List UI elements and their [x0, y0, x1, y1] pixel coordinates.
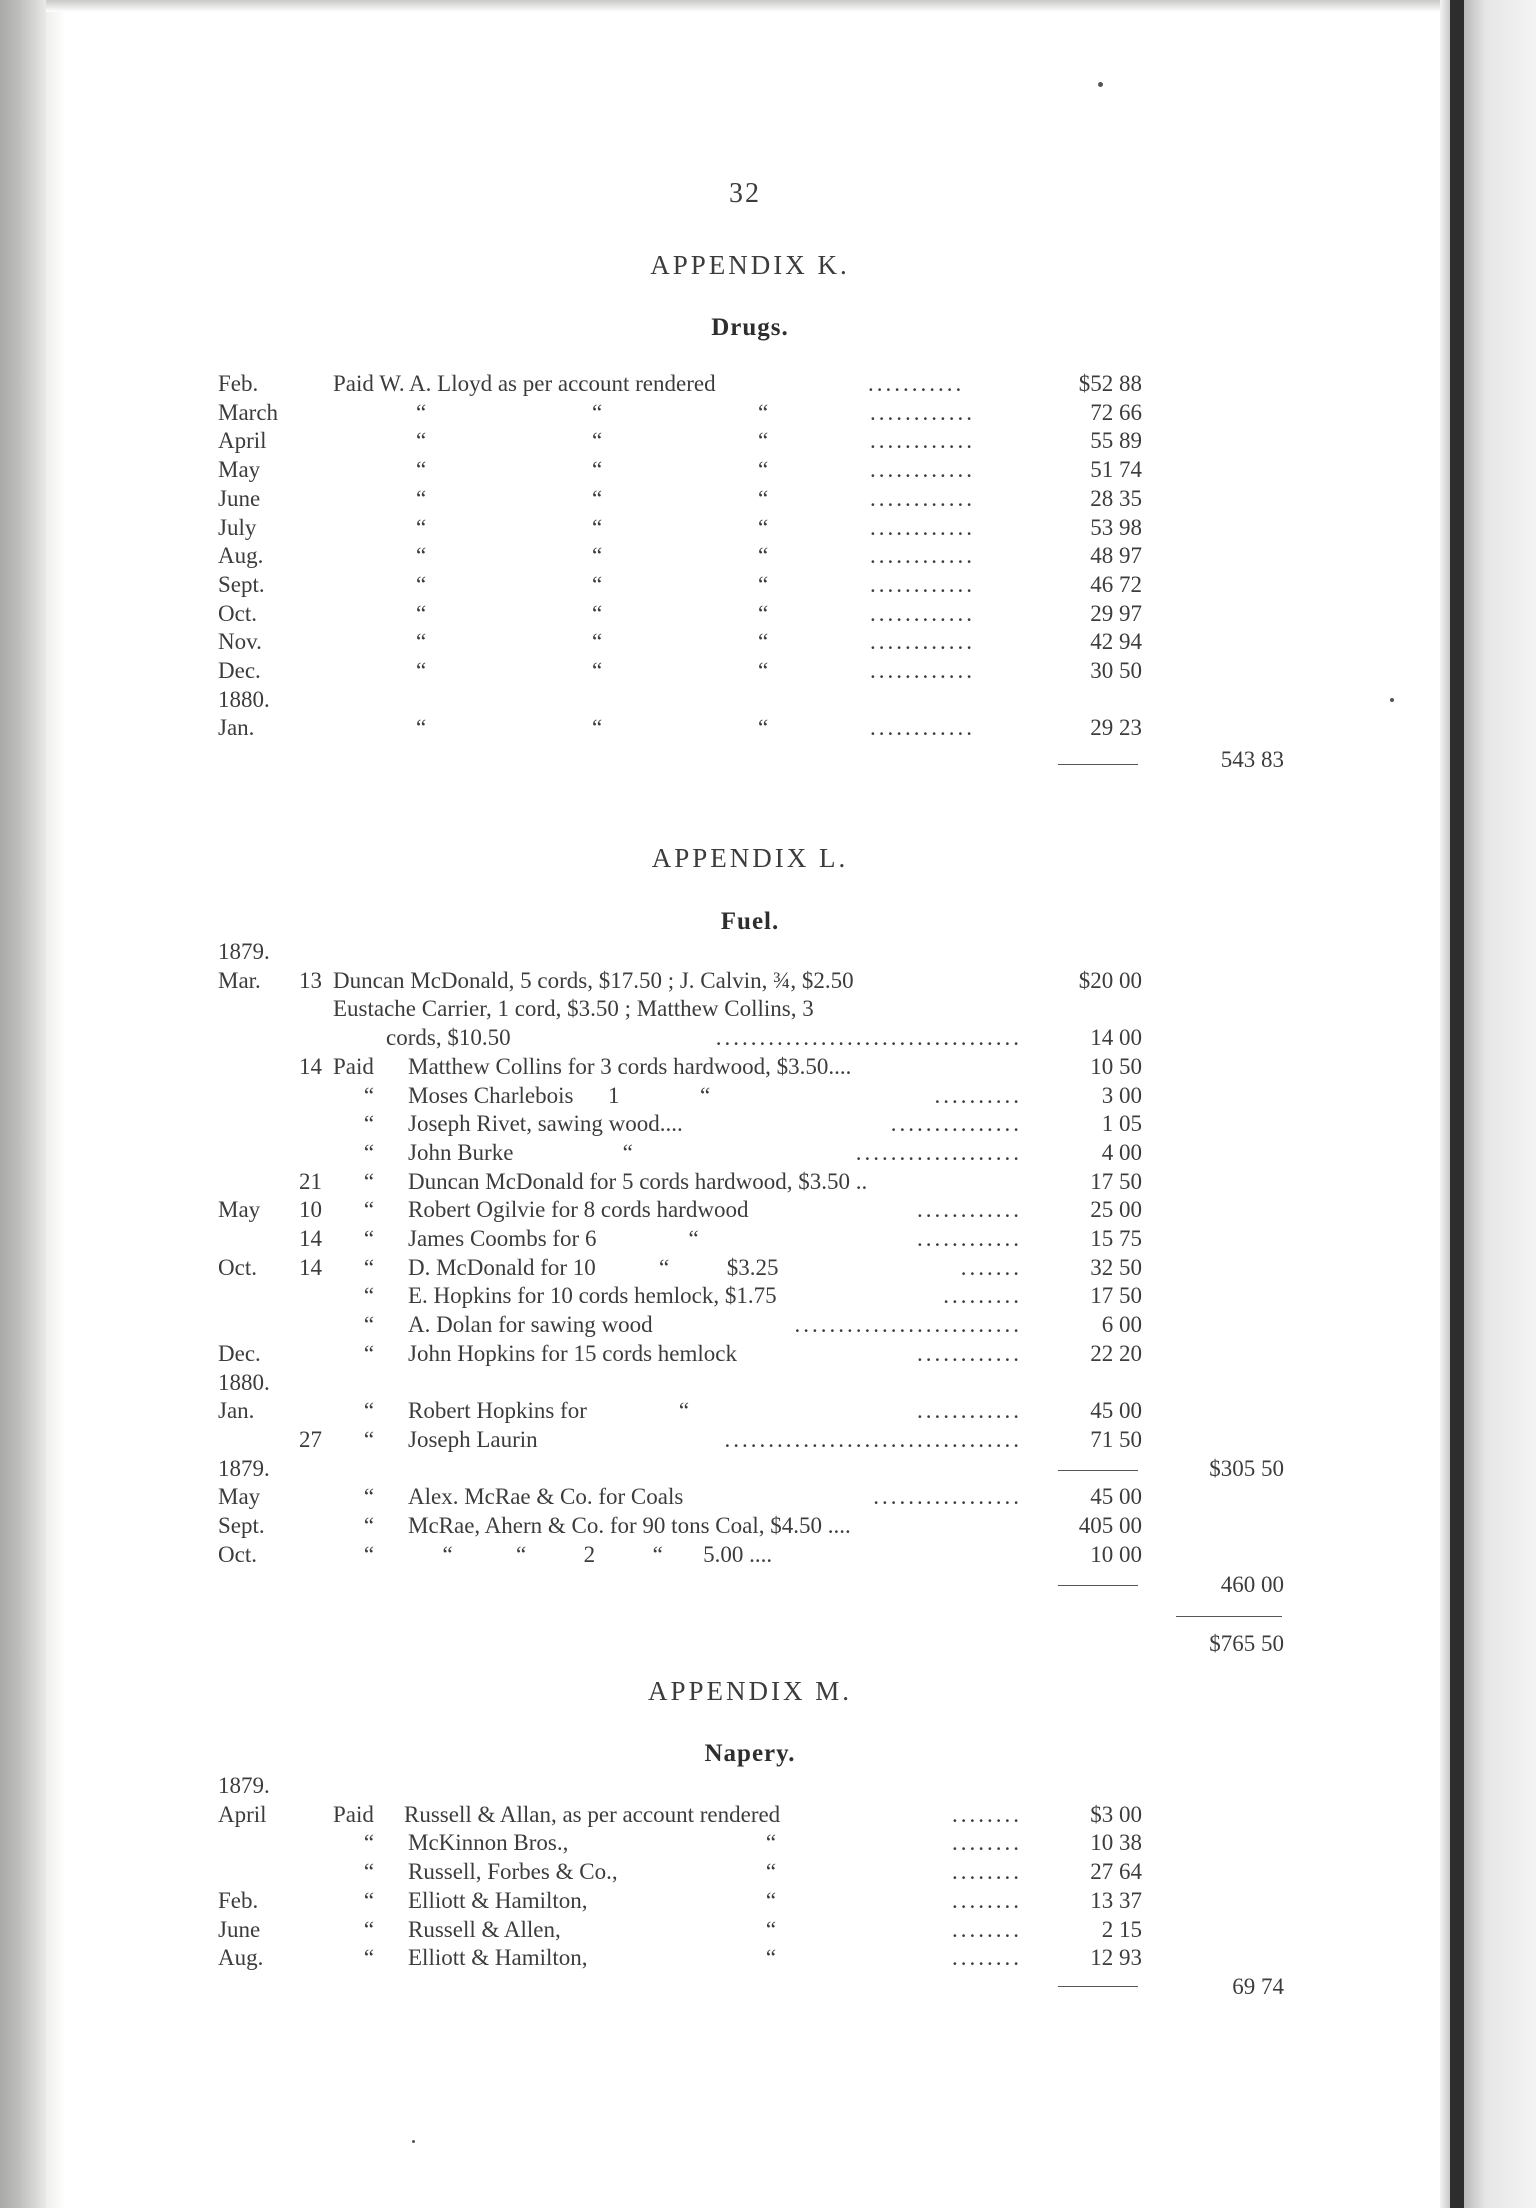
ditto-mark: “ — [363, 1168, 375, 1194]
ditto-mark: “ — [758, 600, 769, 626]
ditto-mark: “ — [416, 571, 427, 597]
entry-description: Elliott & Hamilton, — [408, 1887, 588, 1913]
entry-amount: 72 66 — [1090, 399, 1142, 425]
entry-description: A. Dolan for sawing wood — [408, 1312, 653, 1338]
ledger-row — [0, 1858, 1440, 1886]
ledger-row — [0, 427, 1440, 455]
entry-amount: 13 37 — [1090, 1887, 1142, 1913]
dot-leader: ............ — [917, 1398, 1022, 1424]
ledger-row — [0, 1483, 1440, 1511]
entry-amount: 10 50 — [1090, 1053, 1142, 1079]
entry-amount: 55 89 — [1090, 428, 1142, 454]
ditto-mark: “ — [592, 457, 603, 483]
appendix-k-title: APPENDIX K. — [650, 250, 850, 280]
entry-description: Russell & Allan, as per account rendered — [404, 1801, 781, 1827]
appendix-k-subtitle: Drugs. — [711, 314, 789, 341]
dot-leader: ........ — [952, 1801, 1022, 1827]
entry-month: May — [218, 457, 261, 483]
ledger-row — [0, 1082, 1440, 1110]
ditto-mark: “ — [592, 715, 603, 741]
ledger-row — [0, 456, 1440, 484]
fuel-first-total: $305 50 — [1209, 1455, 1284, 1481]
entry-description: John Burke “ — [408, 1139, 633, 1165]
right-page-gap — [1450, 0, 1464, 2208]
ledger-row — [0, 514, 1440, 542]
next-page-edge — [1464, 0, 1536, 2208]
dot-leader: ............ — [870, 485, 975, 511]
appendix-m-subtitle: Napery. — [704, 1740, 796, 1767]
entry-description: “ “ 2 “ 5.00 .... — [408, 1541, 773, 1567]
ledger-row — [0, 1024, 1440, 1052]
ditto-mark: “ — [758, 399, 769, 425]
ditto-mark: “ — [758, 457, 769, 483]
ditto-mark: “ — [363, 1340, 375, 1366]
entry-month: April — [218, 1801, 267, 1827]
ledger-row — [0, 1110, 1440, 1138]
drugs-total-row — [0, 746, 1440, 774]
ditto-mark: “ — [416, 428, 427, 454]
entry-month: 1880. — [218, 1369, 270, 1395]
ditto-mark: “ — [758, 543, 769, 569]
entry-amount: 17 50 — [1090, 1283, 1142, 1309]
drugs-total: 543 83 — [1220, 747, 1284, 772]
ledger-row — [0, 542, 1440, 570]
ditto-mark: “ — [758, 514, 769, 540]
dot-leader: ......... — [943, 1283, 1022, 1309]
entry-month: Aug. — [218, 543, 264, 569]
entry-month: 1879. — [218, 1773, 270, 1798]
entry-amount: 32 50 — [1090, 1254, 1142, 1280]
ditto-mark: “ — [363, 1484, 375, 1510]
entry-month: March — [218, 399, 279, 425]
ditto-mark: “ — [592, 629, 603, 655]
dot-leader: ........ — [952, 1859, 1022, 1885]
ledger-row — [0, 967, 1440, 995]
entry-description: James Coombs for 6 “ — [408, 1226, 699, 1251]
entry-month: Oct. — [218, 600, 257, 626]
ditto-mark: “ — [363, 1398, 375, 1424]
entry-description: D. McDonald for 10 “ $3.25 — [408, 1254, 779, 1280]
ledger-row — [0, 1512, 1440, 1540]
entry-amount: $3 00 — [1090, 1801, 1142, 1827]
entry-amount: 405 00 — [1078, 1513, 1142, 1538]
entry-month: July — [218, 514, 257, 540]
ledger-row — [0, 1053, 1440, 1081]
entry-amount: 6 00 — [1101, 1312, 1142, 1338]
ledger-row — [0, 1196, 1440, 1224]
ditto-mark: “ — [758, 658, 769, 683]
dot-leader: ........ — [952, 1830, 1022, 1856]
ditto-mark: “ — [592, 543, 603, 569]
entry-description: Russell, Forbes & Co., — [408, 1859, 618, 1885]
entry-amount: 46 72 — [1090, 571, 1142, 597]
ditto-mark: “ — [758, 571, 769, 597]
entry-day: 10 — [299, 1197, 322, 1223]
ditto-mark: “ — [363, 1859, 375, 1885]
ledger-row — [0, 686, 1440, 714]
entry-description: Duncan McDonald, 5 cords, $17.50 ; J. Calvin, ¾, $2.50 — [333, 967, 854, 993]
ledger-row — [0, 1369, 1440, 1397]
dot-leader: ............ — [870, 600, 975, 626]
ditto-mark: “ — [416, 658, 427, 683]
entry-amount: 14 00 — [1090, 1025, 1142, 1051]
ditto-mark: “ — [363, 1312, 375, 1338]
entry-amount: 71 50 — [1090, 1426, 1142, 1452]
ditto-mark: “ — [758, 428, 769, 454]
entry-amount: $20 00 — [1078, 967, 1142, 993]
appendix-l-title: APPENDIX L. — [651, 843, 849, 873]
entry-amount: 27 64 — [1090, 1859, 1142, 1885]
ledger-row — [0, 1541, 1440, 1569]
ditto-mark: “ — [363, 1226, 375, 1251]
entry-month: Oct. — [218, 1541, 257, 1567]
dot-leader: ............ — [870, 514, 975, 540]
ditto-mark: “ — [416, 485, 427, 511]
ditto-mark: “ — [416, 543, 427, 569]
ledger-row — [0, 1139, 1440, 1167]
ditto-mark: “ — [363, 1916, 375, 1942]
napery-total: 69 74 — [1232, 1974, 1284, 1999]
entry-amount: 12 93 — [1090, 1945, 1142, 1971]
entry-day: 21 — [299, 1168, 322, 1194]
entry-month: Sept. — [218, 1513, 265, 1538]
appendix-m-title: APPENDIX M. — [647, 1676, 853, 1706]
ditto-mark: “ — [592, 514, 603, 540]
entry-day: 13 — [299, 967, 322, 993]
entry-description: Duncan McDonald for 5 cords hardwood, $3.50 .. — [408, 1168, 868, 1194]
entry-amount: 29 97 — [1090, 600, 1142, 626]
entry-description: E. Hopkins for 10 cords hemlock, $1.75 — [408, 1283, 777, 1309]
ditto-mark: “ — [758, 715, 769, 741]
entry-month: May — [218, 1484, 261, 1510]
dot-leader: ................................... — [715, 1025, 1022, 1051]
ditto-mark: “ — [363, 1283, 375, 1309]
ditto-mark: “ — [363, 1082, 375, 1108]
ledger-row — [0, 1426, 1440, 1454]
ditto-mark: “ — [765, 1916, 777, 1942]
ditto-mark: “ — [765, 1887, 777, 1913]
ledger-row — [0, 1168, 1440, 1196]
dot-leader: ............ — [917, 1226, 1022, 1251]
entry-paid-label: Paid — [333, 1053, 374, 1079]
entry-description: Moses Charlebois 1 “ — [408, 1082, 711, 1108]
ditto-mark: “ — [765, 1945, 777, 1971]
fuel-grand-total: $765 50 — [1209, 1631, 1284, 1656]
entry-description: Paid W. A. Lloyd as per account rendered — [333, 371, 716, 396]
ditto-mark: “ — [592, 485, 603, 511]
entry-month: 1879. — [218, 939, 270, 964]
entry-day: 14 — [299, 1053, 322, 1079]
right-page-shadow — [1440, 0, 1450, 2208]
ditto-mark: “ — [416, 629, 427, 655]
entry-month: Nov. — [218, 629, 262, 655]
entry-amount: 53 98 — [1090, 514, 1142, 540]
fuel-subtotal: 460 00 — [1220, 1572, 1284, 1597]
ledger-row — [0, 399, 1440, 427]
entry-month: May — [218, 1197, 261, 1223]
fuel-subtotal-row — [0, 1571, 1440, 1599]
entry-description: John Hopkins for 15 cords hemlock — [408, 1340, 737, 1366]
ditto-mark: “ — [592, 428, 603, 454]
entry-amount: 42 94 — [1090, 629, 1142, 655]
entry-month: Mar. — [218, 967, 261, 993]
ditto-mark: “ — [758, 485, 769, 511]
ditto-mark: “ — [363, 1426, 375, 1452]
entry-amount: 30 50 — [1090, 658, 1142, 683]
entry-amount: 48 97 — [1090, 543, 1142, 569]
entry-amount: $52 88 — [1078, 371, 1142, 396]
entry-amount: 45 00 — [1090, 1484, 1142, 1510]
ditto-mark: “ — [363, 1197, 375, 1223]
entry-amount: 45 00 — [1090, 1398, 1142, 1424]
ditto-mark: “ — [363, 1887, 375, 1913]
entry-amount: 1 05 — [1101, 1111, 1142, 1137]
dot-leader: ............ — [870, 658, 975, 683]
dot-leader: ............ — [917, 1197, 1022, 1223]
entry-month: 1880. — [218, 686, 270, 712]
entry-description: cords, $10.50 — [386, 1025, 511, 1051]
ledger-row — [0, 1340, 1440, 1368]
entry-month: Jan. — [218, 1398, 255, 1424]
ditto-mark: “ — [416, 514, 427, 540]
entry-amount: 29 23 — [1090, 715, 1142, 741]
entry-month: Feb. — [218, 371, 259, 396]
entry-description: Elliott & Hamilton, — [408, 1945, 588, 1971]
entry-day: 14 — [299, 1254, 322, 1280]
page-number: 32 — [729, 178, 761, 209]
dot-leader: ............ — [870, 457, 975, 483]
entry-amount: 10 38 — [1090, 1830, 1142, 1856]
dot-leader: ............... — [890, 1111, 1022, 1137]
ditto-mark: “ — [765, 1859, 777, 1885]
dot-leader: ................. — [873, 1484, 1022, 1510]
entry-amount: 51 74 — [1090, 457, 1142, 483]
entry-description: Eustache Carrier, 1 cord, $3.50 ; Matthew Collins, 3 — [333, 996, 814, 1022]
dot-leader: ............ — [870, 571, 975, 597]
dot-leader: ............ — [870, 399, 975, 425]
ditto-mark: “ — [363, 1830, 375, 1856]
ditto-mark: “ — [592, 600, 603, 626]
entry-description: Robert Hopkins for “ — [408, 1398, 690, 1424]
entry-description: Robert Ogilvie for 8 cords hardwood — [408, 1197, 749, 1223]
ledger-row — [0, 1225, 1440, 1253]
ledger-row — [0, 628, 1440, 656]
ledger-row — [0, 1772, 1440, 1800]
entry-month: Sept. — [218, 571, 265, 597]
entry-month: Aug. — [218, 1945, 264, 1971]
entry-amount: 28 35 — [1090, 485, 1142, 511]
ledger-row — [0, 657, 1440, 685]
entry-day: 14 — [299, 1226, 322, 1251]
ledger-row — [0, 1254, 1440, 1282]
entry-month: June — [218, 1916, 261, 1942]
dot-leader: .......................... — [794, 1312, 1022, 1338]
ledger-row — [0, 370, 1440, 398]
entry-month: June — [218, 485, 261, 511]
ditto-mark: “ — [416, 715, 427, 741]
ledger-row — [0, 1887, 1440, 1915]
entry-month: 1879. — [218, 1455, 270, 1481]
ledger-row — [0, 1916, 1440, 1944]
entry-amount: 25 00 — [1090, 1197, 1142, 1223]
ditto-mark: “ — [592, 571, 603, 597]
dot-leader: ....... — [960, 1254, 1022, 1280]
napery-total-row — [0, 1973, 1440, 2001]
ledger-row — [0, 995, 1440, 1023]
dot-leader: ........ — [952, 1945, 1022, 1971]
ledger-row — [0, 1311, 1440, 1339]
ditto-mark: “ — [758, 629, 769, 655]
ditto-mark: “ — [416, 457, 427, 483]
entry-month: Dec. — [218, 1340, 261, 1366]
entry-description: Russell & Allen, — [408, 1916, 561, 1942]
ledger-row — [0, 571, 1440, 599]
dot-leader: ............ — [870, 629, 975, 655]
ledger-row — [0, 1944, 1440, 1972]
entry-description: McKinnon Bros., — [408, 1830, 569, 1856]
dot-leader: ........ — [952, 1916, 1022, 1942]
entry-amount: 15 75 — [1090, 1226, 1142, 1251]
entry-description: Matthew Collins for 3 cords hardwood, $3.50.... — [408, 1053, 852, 1079]
dot-leader: ............ — [870, 428, 975, 454]
ditto-mark: “ — [416, 600, 427, 626]
ledger-row — [0, 1397, 1440, 1425]
ditto-mark: “ — [765, 1830, 777, 1856]
ledger-row — [0, 600, 1440, 628]
dot-leader: ............ — [870, 543, 975, 569]
ledger-row — [0, 1455, 1440, 1483]
entry-month: April — [218, 428, 267, 454]
ledger-row — [0, 1801, 1440, 1829]
dot-leader: ............ — [870, 715, 975, 741]
dot-leader: ........ — [952, 1887, 1022, 1913]
sum-rule — [1176, 1616, 1282, 1617]
entry-description: Joseph Laurin — [408, 1426, 538, 1452]
entry-description: McRae, Ahern & Co. for 90 tons Coal, $4.50 .... — [408, 1513, 851, 1538]
sum-rule — [1058, 1470, 1138, 1471]
dot-leader: ................... — [855, 1139, 1022, 1165]
ditto-mark: “ — [363, 1945, 375, 1971]
dot-leader: .................................. — [724, 1426, 1022, 1452]
entry-day: 27 — [299, 1426, 322, 1452]
ledger-row — [0, 1829, 1440, 1857]
ledger-row — [0, 485, 1440, 513]
ledger-row — [0, 938, 1440, 966]
entry-amount: 10 00 — [1090, 1541, 1142, 1567]
ditto-mark: “ — [363, 1513, 375, 1538]
fuel-grand-total-row — [0, 1630, 1440, 1658]
ditto-mark: “ — [592, 399, 603, 425]
ditto-mark: “ — [363, 1254, 375, 1280]
appendix-l-subtitle: Fuel. — [720, 908, 780, 935]
entry-month: Jan. — [218, 715, 255, 741]
entry-month: Dec. — [218, 658, 261, 683]
dot-leader: ............ — [917, 1340, 1022, 1366]
ledger-row — [0, 1282, 1440, 1310]
entry-amount: 3 00 — [1101, 1082, 1142, 1108]
entry-description: Alex. McRae & Co. for Coals — [408, 1484, 684, 1510]
ledger-row — [0, 714, 1440, 742]
dot-leader: .......... — [934, 1082, 1022, 1108]
ditto-mark: “ — [363, 1139, 375, 1165]
entry-amount: 22 20 — [1090, 1340, 1142, 1366]
entry-month: Feb. — [218, 1887, 259, 1913]
ditto-mark: “ — [416, 399, 427, 425]
dot-leader: ........... — [868, 371, 965, 396]
ditto-mark: “ — [363, 1111, 375, 1137]
entry-description: Joseph Rivet, sawing wood.... — [408, 1111, 683, 1137]
entry-amount: 2 15 — [1101, 1916, 1142, 1942]
entry-amount: 4 00 — [1101, 1139, 1142, 1165]
entry-month: Oct. — [218, 1254, 257, 1280]
ditto-mark: “ — [363, 1541, 375, 1567]
ditto-mark: “ — [592, 658, 603, 683]
entry-paid-label: Paid — [333, 1801, 374, 1827]
entry-amount: 17 50 — [1090, 1168, 1142, 1194]
